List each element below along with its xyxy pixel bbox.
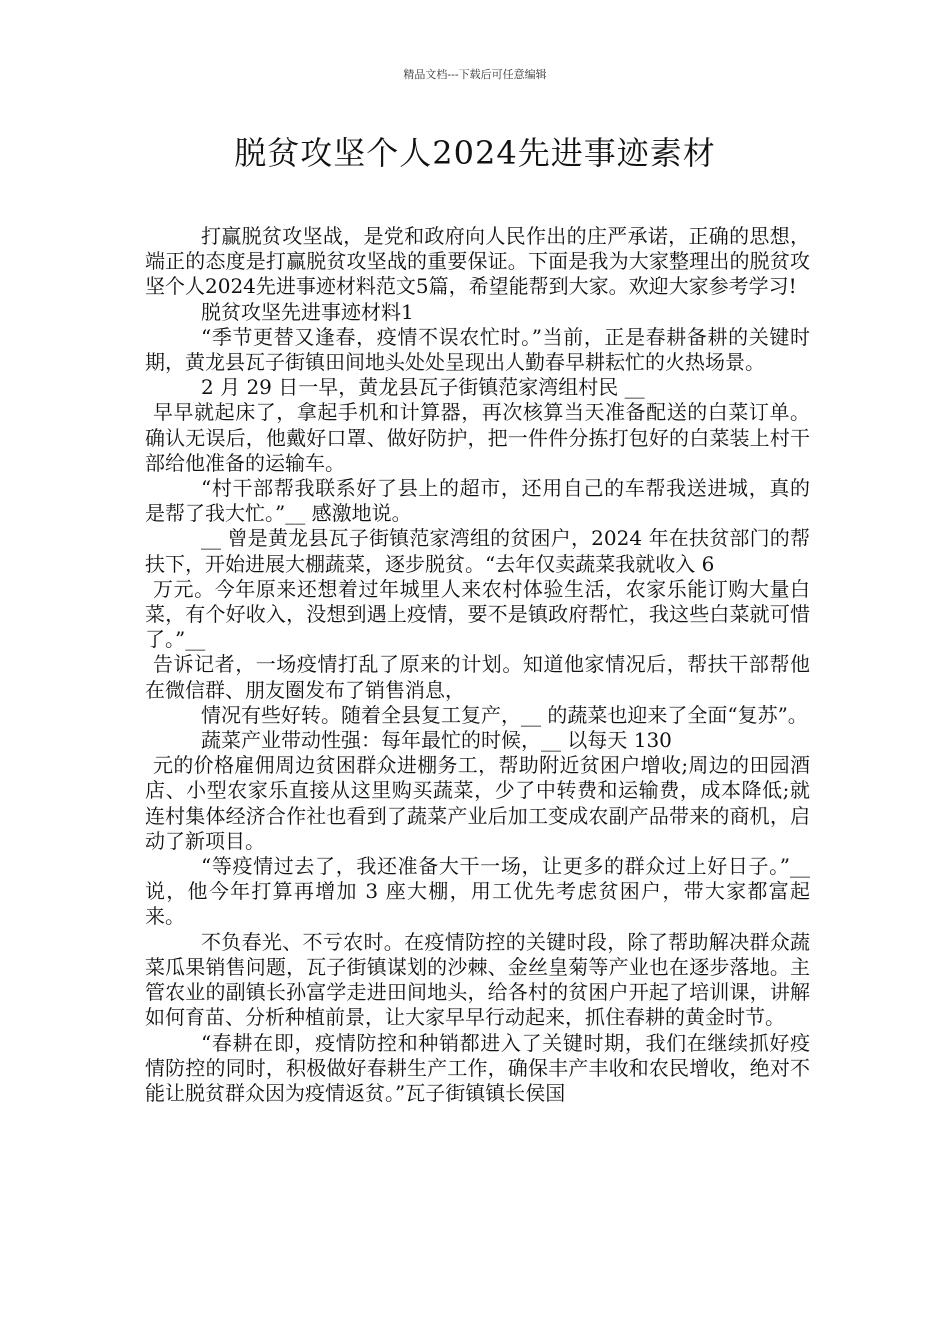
paragraph: __ 曾是黄龙县瓦子街镇范家湾组的贫困户，2024 年在扶贫部门的帮扶下，开始进展大棚蔬菜，逐步脱贫。“去年仅卖蔬菜我就收入 6 — [145, 526, 810, 576]
paragraph: 不负春光、不亏农时。在疫情防控的关键时段，除了帮助解决群众蔬菜瓜果销售问题，瓦子街镇谋划的沙棘、金丝皇菊等产业也在逐步落地。主管农业的副镇长孙富学走进田间地头，给各村的贫困户开起了培训课，讲解如何育苗、分析种植前景，让大家早早行动起来，抓住春耕的黄金时节。 — [145, 929, 810, 1030]
paragraph: 蔬菜产业带动性强：每年最忙的时候，__ 以每天 130 — [201, 728, 672, 753]
document-body — [145, 224, 810, 1106]
paragraph: 告诉记者，一场疫情打乱了原来的计划。知道他家情况后，帮扶干部帮他在微信群、朋友圈发布了销售消息， — [145, 652, 810, 702]
paragraph: “村干部帮我联系好了县上的超市，还用自己的车帮我送进城，真的是帮了我大忙。”__ 感激地说。 — [145, 476, 810, 526]
paragraph: 早早就起床了，拿起手机和计算器，再次核算当天准备配送的白菜订单。确认无误后，他戴好口罩、做好防护，把一件件分拣打包好的白菜装上村干部给他准备的运输车。 — [145, 400, 810, 475]
section-heading: 脱贫攻坚先进事迹材料1 — [201, 299, 414, 324]
paragraph: 打赢脱贫攻坚战，是党和政府向人民作出的庄严承诺，正确的思想，端正的态度是打赢脱贫攻坚战的重要保证。下面是我为大家整理出的脱贫攻坚个人2024先进事迹材料范文5篇，希望能帮到大家。欢迎大家参考学习! — [145, 224, 810, 299]
paragraph: 情况有些好转。随着全县复工复产，__ 的蔬菜也迎来了全面“复苏”。 — [201, 702, 808, 727]
document-title: 脱贫攻坚个人2024先进事迹素材 — [234, 134, 716, 172]
paragraph: “季节更替又逢春，疫情不误农忙时。”当前，正是春耕备耕的关键时期，黄龙县瓦子街镇田间地头处处呈现出人勤春早耕耘忙的火热场景。 — [145, 324, 810, 375]
paragraph: 万元。今年原来还想着过年城里人来农村体验生活，农家乐能订购大量白菜，有个好收入，没想到遇上疫情，要不是镇政府帮忙，我这些白菜就可惜了。”__ — [145, 576, 810, 652]
page-header: 精品文档---下载后可任意编辑 — [403, 68, 547, 81]
paragraph: “春耕在即，疫情防控和种销都进入了关键时期，我们在继续抓好疫情防控的同时，积极做好春耕生产工作，确保丰产丰收和农民增收，绝对不能让脱贫群众因为疫情返贫。”瓦子街镇镇长侯国 — [145, 1030, 810, 1105]
paragraph: “等疫情过去了，我还准备大干一场，让更多的群众过上好日子。”__ 说，他今年打算再增加 3 座大棚，用工优先考虑贫困户，带大家都富起来。 — [145, 854, 810, 929]
paragraph: 元的价格雇佣周边贫困群众进棚务工，帮助附近贫困户增收;周边的田园酒店、小型农家乐直接从这里购买蔬菜，少了中转费和运输费，成本降低;就连村集体经济合作社也看到了蔬菜产业后加工变成农副产品带来的商机，启动了新项目。 — [145, 753, 810, 853]
paragraph: 2 月 29 日一早，黄龙县瓦子街镇范家湾组村民 __ — [201, 375, 645, 400]
